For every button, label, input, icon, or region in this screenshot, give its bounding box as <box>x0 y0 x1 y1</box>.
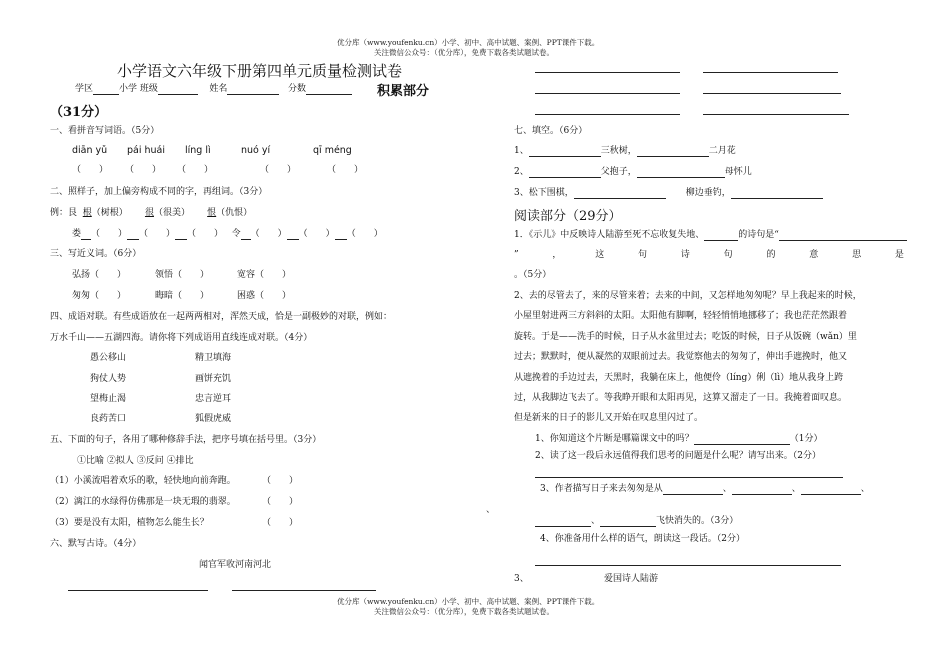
r2-passage-line-1: 2、去的尽管去了，来的尽管来着；去来的中间，又怎样地匆匆呢？早上我起来的时候， <box>514 291 862 301</box>
q4-idiom-a3[interactable]: 望梅止渴 <box>90 394 127 404</box>
section-reading-title: 阅读部分（29分） <box>514 209 622 224</box>
r2-passage-line-3: 旋转。于是——洗手的时候，日子从水盆里过去；吃饭的时候，日子从饭碗（wǎn）里 <box>514 332 857 342</box>
q1-pinyin-1: diān yǔ <box>72 145 108 156</box>
q1-box-3[interactable]: （ ） <box>177 165 214 175</box>
q1-pinyin-3: líng lì <box>185 145 211 156</box>
q4-idiom-b2[interactable]: 画饼充饥 <box>195 374 232 384</box>
q3-item-5[interactable]: 晦暗（ ） <box>155 291 210 301</box>
footer-line-2: 关注微信公众号：（优分库），免费下载各类试题试卷。 <box>374 607 554 616</box>
poem-line-3[interactable] <box>535 93 680 94</box>
q2-title: 二、照样子，加上偏旁构成不同的字，再组词。（3分） <box>50 187 268 197</box>
q5-answer-1[interactable]: （ ） <box>262 476 299 486</box>
grade-blank[interactable] <box>158 84 198 95</box>
r2-sub-3-cont[interactable]: 、 飞快消失的。（3分） <box>535 516 738 527</box>
q5-answer-2[interactable]: （ ） <box>262 497 299 507</box>
q1-box-5[interactable]: （ ） <box>327 165 364 175</box>
poem-line-4[interactable] <box>703 93 841 94</box>
q5-title: 五、下面的句子，各用了哪种修辞手法，把序号填在括号里。（3分） <box>50 435 322 445</box>
r2-sub-2: 2、读了这一段后永远值得我们思考的问题是什么呢？请写出来。（2分） <box>535 451 821 461</box>
q1-box-1[interactable]: （ ） <box>72 165 109 175</box>
q2-example: 例：艮 根（树根） 很（很美） 恨（仇恨） <box>50 208 253 218</box>
page-title: 小学语文六年级下册第四单元质量检测试卷 <box>117 62 403 80</box>
q4-idiom-a4[interactable]: 良药苦口 <box>90 414 127 424</box>
r2-passage-line-2: 小屋里射进两三方斜斜的太阳。太阳他有脚啊，轻轻悄悄地挪移了；我也茫茫然跟着 <box>514 311 848 321</box>
q5-item-3: （3）要是没有太阳，植物怎么能生长？ <box>50 518 209 528</box>
r2-sub-1[interactable]: 1、你知道这个片断是哪篇课文中的吗？ （1分） <box>535 434 823 444</box>
footer-line-1: 优分库（www.youfenku.cn）小学、初中、高中试题、案例、PPT课件下载。 <box>337 597 600 606</box>
q3-title: 三、写近义词。（6分） <box>50 249 142 259</box>
score-blank[interactable] <box>306 84 352 95</box>
q5-answer-3[interactable]: （ ） <box>262 518 299 528</box>
q4-idiom-a2[interactable]: 狗仗人势 <box>90 374 127 384</box>
q2-row[interactable]: 娄 （ ） （ ） （ ） 令 （ ） （ ） （ ） <box>72 229 383 239</box>
section-accumulation-title: 积累部分 <box>377 84 430 99</box>
q1-box-4[interactable]: （ ） <box>260 165 297 175</box>
q1-pinyin-5: qī méng <box>313 145 352 156</box>
header-line-1: 优分库（www.youfenku.cn）小学、初中、高中试题、案例、PPT课件下载。 <box>337 38 600 47</box>
q3-item-4[interactable]: 匆匆（ ） <box>72 291 127 301</box>
r1-question[interactable]: 1．《示儿》中反映诗人陆游至死不忘收复失地、 的诗句是“ <box>514 230 907 241</box>
district-blank[interactable] <box>93 84 119 95</box>
r2-passage-line-7: 但是新来的日子的影儿又开始在叹息里闪过了。 <box>514 413 704 423</box>
r2-sub-2-answer-line[interactable] <box>535 477 843 478</box>
q4-idiom-b3[interactable]: 忠言逆耳 <box>195 394 232 404</box>
poem-line-5[interactable] <box>535 114 680 115</box>
q7-item-2[interactable]: 2、 父抱子， 母怀儿 <box>514 167 752 177</box>
name-blank[interactable] <box>227 84 279 95</box>
q1-pinyin-2: pái huái <box>127 145 166 156</box>
q1-title: 一、看拼音写词语。（5分） <box>50 126 160 136</box>
q4-idiom-b4[interactable]: 狐假虎威 <box>195 414 232 424</box>
q7-item-3[interactable]: 3、松下围棋， 柳边垂钓， <box>514 188 823 199</box>
q6-title: 六、默写古诗。（4分） <box>50 539 142 549</box>
q6-poem-title: 闻官军收河南河北 <box>199 560 272 570</box>
section-accumulation-score: （31分） <box>50 105 108 120</box>
r3-number: 3、 <box>514 574 529 584</box>
header-line-2: 关注微信公众号：（优分库），免费下载各类试题试卷。 <box>374 48 554 57</box>
q4-idiom-b1[interactable]: 精卫填海 <box>195 353 232 363</box>
q4-title-line-2: 万水千山——五湖四海。请你将下列成语用直线连成对联。（4分） <box>50 333 313 343</box>
q1-box-2[interactable]: （ ） <box>125 165 162 175</box>
q3-item-6[interactable]: 困惑（ ） <box>237 291 292 301</box>
q7-item-1[interactable]: 1、 三秋树， 二月花 <box>514 146 736 156</box>
q7-title: 七、填空。（6分） <box>514 126 588 136</box>
student-info: 学区 小学 班级 姓名 分数 <box>75 84 352 95</box>
q4-idiom-a1[interactable]: 愚公移山 <box>90 353 127 363</box>
q5-options: ①比喻 ②拟人 ③反问 ④排比 <box>77 456 194 466</box>
q1-pinyin-4: nuó yí <box>241 145 271 156</box>
poem-line-2[interactable] <box>703 72 838 73</box>
q3-item-3[interactable]: 宽容（ ） <box>237 270 292 280</box>
r2-passage-line-5: 从遮挽着的手边过去，天黑时，我躺在床上，他便伶（líng）俐（lì）地从我身上跨 <box>514 373 844 383</box>
q5-item-1: （1）小溪流唱着欢乐的歌，轻快地向前奔跑。 <box>50 476 236 486</box>
q6-answer-line-2[interactable] <box>232 590 376 591</box>
q4-title-line-1: 四、成语对联。有些成语放在一起两两相对，浑然天成，恰是一副极妙的对联，例如： <box>50 312 393 322</box>
r2-sub-3[interactable]: 3、作者描写日子来去匆匆是从 、 、 、 <box>540 484 870 494</box>
poem-line-6[interactable] <box>703 114 849 115</box>
poem-line-1[interactable] <box>535 72 680 73</box>
q3-item-1[interactable]: 弘扬（ ） <box>72 270 127 280</box>
q5-item-2: （2）漓江的水绿得仿佛那是一块无瑕的翡翠。 <box>50 497 236 507</box>
stray-mark: 、 <box>486 505 496 515</box>
r2-sub-4-answer-line[interactable] <box>535 565 841 566</box>
r3-title: 爱国诗人陆游 <box>604 574 659 584</box>
q6-answer-line-1[interactable] <box>68 590 208 591</box>
r2-sub-4: 4、你准备用什么样的语气，朗读这一段话。（2分） <box>540 534 745 544</box>
r1-line-2: ” ， 这 句 诗 句 的 意 思 是 <box>514 250 904 260</box>
r1-score: 。（5分） <box>514 270 552 280</box>
q3-item-2[interactable]: 领悟（ ） <box>155 270 210 280</box>
r2-passage-line-4: 过去；默默时，便从凝然的双眼前过去。我觉察他去的匆匆了，伸出手遮挽时，他又 <box>514 352 848 362</box>
r2-passage-line-6: 过，从我脚边飞去了。等我睁开眼和太阳再见，这算又溜走了一日。我掩着面叹息。 <box>514 393 848 403</box>
